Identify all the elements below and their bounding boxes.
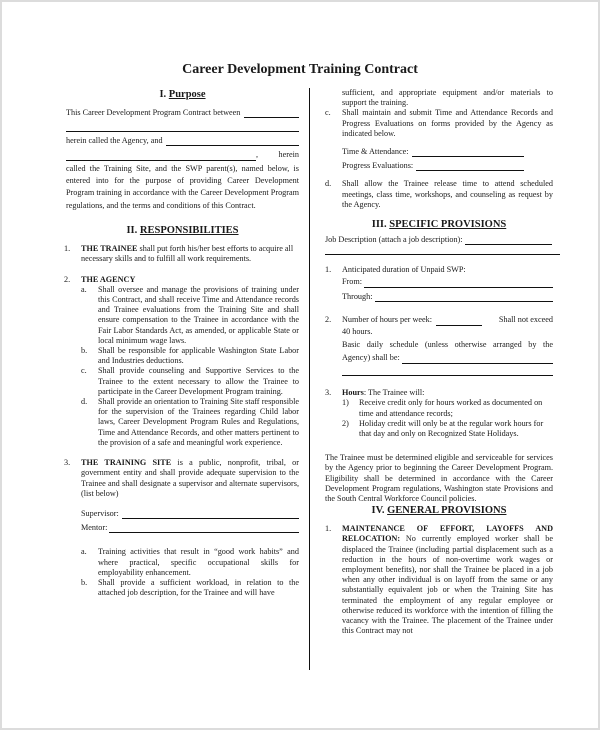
schedule-label: Agency) shall be: bbox=[342, 352, 400, 362]
contract-between-field[interactable] bbox=[244, 108, 299, 118]
sub-text: Shall allow the Trainee release time to attend scheduled meetings, class time, workshops, and counseling as request by the Agency. bbox=[342, 179, 553, 209]
time-attendance-row bbox=[342, 147, 524, 157]
item-label: THE TRAINING SITE bbox=[81, 458, 172, 468]
sub-number: c. bbox=[325, 108, 331, 118]
sub-number: c. bbox=[81, 366, 87, 376]
sub-number: a. bbox=[81, 547, 87, 557]
sub-text: Shall provide counseling and Supportive Services to the Trainee to the extent necessary to allow the Trainee to participate in the Career Development Program training. bbox=[98, 366, 299, 396]
mentor-label: Mentor: bbox=[81, 523, 108, 533]
section-title: Purpose bbox=[168, 89, 206, 100]
training-site-row bbox=[66, 150, 299, 160]
item-number: 1. bbox=[64, 244, 71, 254]
comma: , bbox=[256, 150, 259, 160]
agency-label: herein called the Agency, and bbox=[66, 136, 163, 146]
agency-sub-c bbox=[81, 366, 299, 397]
item-label: Hours bbox=[342, 388, 364, 398]
item-text: is a public, nonprofit, tribal, or government entity and shall provide adequate supervision to the Trainee and shall designate a supervisor and alternate supervisors, (list below) bbox=[81, 458, 299, 498]
mentor-field[interactable] bbox=[109, 523, 299, 533]
hours-rule-2 bbox=[342, 419, 553, 439]
sub-number: 1) bbox=[342, 398, 349, 408]
hours-rules-item bbox=[325, 388, 553, 439]
section-heading-responsibilities bbox=[66, 224, 299, 238]
section-heading-general-provisions bbox=[325, 504, 553, 518]
section-heading-specific-provisions bbox=[325, 218, 553, 232]
training-site-item bbox=[64, 458, 299, 598]
herein-label: herein bbox=[278, 150, 299, 160]
item-text: No currently employed worker shall be displaced the Trainee (including partial displacement such as a reduction in the hours of non-overtime work wages or employment benefits), nor shall the Trainee be placed in a job when any other individual is on layoff from the same or any substantially equivalent job or when the Training Site has terminated the employment of any regular employee or otherwise reduced its workforce with the intention of filling the vacancy with the Trainee. The placement of the Trainee under this Contract may not bbox=[342, 534, 553, 636]
sub-text: Holiday credit will only be at the regular work hours for that day and only on Recognized State Holidays. bbox=[359, 418, 544, 439]
item-number: 2. bbox=[64, 274, 71, 284]
item-text: : The Trainee will: bbox=[363, 388, 425, 398]
purpose-body: called the Training Site, and the SWP parent(s), named below, is entered into for the purpose of providing Career Development Program training in accordance with the Career Development Program regulations, and the terms and conditions of this Contract. bbox=[66, 163, 299, 210]
section-number: III. bbox=[371, 219, 387, 231]
training-site-sub-c bbox=[325, 108, 553, 139]
duration-item bbox=[325, 265, 553, 302]
hours-rule-1 bbox=[342, 398, 553, 418]
section-title: SPECIFIC PROVISIONS bbox=[389, 219, 507, 231]
item-text: Anticipated duration of Unpaid SWP: bbox=[342, 265, 466, 275]
maintenance-item bbox=[325, 524, 553, 636]
training-site-field[interactable] bbox=[166, 136, 299, 146]
agency-item bbox=[64, 275, 299, 448]
sub-number: a. bbox=[81, 284, 87, 294]
sub-number: b. bbox=[81, 577, 88, 587]
schedule-field[interactable] bbox=[402, 354, 553, 364]
job-description-field[interactable] bbox=[465, 235, 552, 245]
agency-sub-d bbox=[81, 397, 299, 448]
agency-sub-a bbox=[81, 285, 299, 346]
column-divider bbox=[309, 88, 310, 670]
training-site-sub-b bbox=[81, 578, 299, 598]
hours-per-week-field[interactable] bbox=[436, 316, 482, 326]
supervisor-field[interactable] bbox=[122, 509, 299, 519]
document-title: Career Development Training Contract bbox=[182, 62, 418, 77]
contract-between-field-2[interactable] bbox=[66, 122, 299, 132]
hours-per-week-item bbox=[325, 314, 553, 376]
sub-text: Shall provide a sufficient workload, in relation to the attached job description, for the Trainee and will have bbox=[98, 577, 299, 598]
supervisor-label: Supervisor: bbox=[81, 508, 119, 518]
item-number: 2. bbox=[325, 314, 332, 324]
schedule-field-2[interactable] bbox=[342, 366, 553, 376]
through-row bbox=[342, 292, 553, 302]
contract-between-row bbox=[66, 108, 299, 118]
sub-number: b. bbox=[81, 346, 88, 356]
time-attendance-field[interactable] bbox=[412, 147, 524, 157]
progress-eval-row bbox=[342, 161, 524, 171]
training-site-sub-d bbox=[325, 179, 553, 210]
trainee-item bbox=[64, 244, 299, 264]
progress-eval-field[interactable] bbox=[416, 161, 524, 171]
eligibility-paragraph: The Trainee must be determined eligible and serviceable for services by the Agency prior to beginning the Career Development Program. Eligibility shall be determined in accordance with the Career Development Program regulations, Washington state Provisions and the South Central Workforce Council policies. bbox=[325, 453, 553, 504]
time-attendance-label: Time & Attendance: bbox=[342, 147, 409, 157]
from-field[interactable] bbox=[364, 278, 553, 288]
sub-text: Shall oversee and manage the provisions of training under this Contract, and shall receive Time and Attendance records and Trainee evaluations from the Training Site and shall ensure compensation to the Trainee in accordance with the Fair Labor Standards Act, as amended, or applicable State or local minimum wage laws. bbox=[98, 284, 299, 345]
agency-sub-b bbox=[81, 346, 299, 366]
agency-row bbox=[66, 136, 299, 146]
sub-text: Training activities that result in “good work habits” and where practical, specific occupational skills for employability enhancement. bbox=[98, 547, 299, 577]
section-number: II. bbox=[126, 225, 138, 237]
from-label: From: bbox=[342, 277, 363, 287]
sub-number: d. bbox=[81, 397, 88, 407]
item-label: MAINTENANCE OF EFFORT, LAYOFFS AND RELOCATION: bbox=[342, 524, 553, 544]
sub-text: Shall provide an orientation to Training Site staff responsible for the supervision of the Trainees regarding Child labor laws, Career Development Program Rules and Regulations, Time and Attendance Records, and other matters pertinent to the provision of a safe and meaningful work experience. bbox=[98, 397, 299, 447]
hours-per-week-row bbox=[342, 314, 553, 327]
job-description-row bbox=[325, 235, 552, 245]
sub-number: d. bbox=[325, 179, 332, 189]
section-number: IV. bbox=[371, 505, 385, 517]
progress-eval-label: Progress Evaluations: bbox=[342, 161, 414, 171]
item-number: 3. bbox=[325, 388, 332, 398]
section-number: I. bbox=[159, 89, 167, 100]
item-number: 3. bbox=[64, 458, 71, 468]
through-field[interactable] bbox=[375, 292, 553, 302]
contract-between-label: This Career Development Program Contract between bbox=[66, 108, 241, 117]
training-site-sub-a bbox=[81, 547, 299, 578]
item-label: THE TRAINEE bbox=[81, 244, 138, 254]
item-label: THE AGENCY bbox=[81, 274, 136, 284]
section-title: GENERAL PROVISIONS bbox=[387, 505, 507, 517]
sub-text: Shall maintain and submit Time and Attendance Records and Progress Evaluations on forms provided by the Agency as indicated below. bbox=[342, 108, 553, 138]
supervisor-row bbox=[81, 509, 299, 519]
job-description-label: Job Description (attach a job description): bbox=[325, 235, 463, 245]
hours-per-week-label: Number of hours per week: bbox=[342, 314, 433, 324]
section-title: RESPONSIBILITIES bbox=[139, 225, 239, 237]
tracking-fields bbox=[325, 147, 553, 171]
item-text: shall put forth his/her best efforts to acquire all necessary skills and to fulfill all work requirements. bbox=[81, 244, 294, 264]
sub-text: Shall be responsible for applicable Washington State Labor and Industries deductions. bbox=[98, 346, 299, 366]
hours-limit-cont: 40 hours. bbox=[342, 327, 373, 337]
left-column bbox=[66, 88, 299, 598]
from-row bbox=[342, 277, 553, 287]
right-column bbox=[325, 88, 553, 636]
sub-text: Receive credit only for hours worked as documented on time and attendance records; bbox=[359, 398, 543, 418]
training-site-sub-b-continued: sufficient, and appropriate equipment and/or materials to support the training. bbox=[342, 88, 553, 108]
job-description-field-2[interactable] bbox=[325, 245, 560, 255]
schedule-text: Basic daily schedule (unless otherwise arranged by the bbox=[342, 340, 553, 350]
through-label: Through: bbox=[342, 291, 373, 301]
hours-limit-text: Shall not exceed bbox=[498, 314, 553, 324]
mentor-row bbox=[81, 523, 299, 533]
item-number: 1. bbox=[325, 524, 332, 534]
schedule-row bbox=[342, 352, 553, 365]
section-heading-purpose bbox=[66, 88, 299, 102]
item-number: 1. bbox=[325, 265, 332, 275]
training-site-field-2[interactable] bbox=[66, 150, 259, 161]
sub-number: 2) bbox=[342, 418, 349, 428]
